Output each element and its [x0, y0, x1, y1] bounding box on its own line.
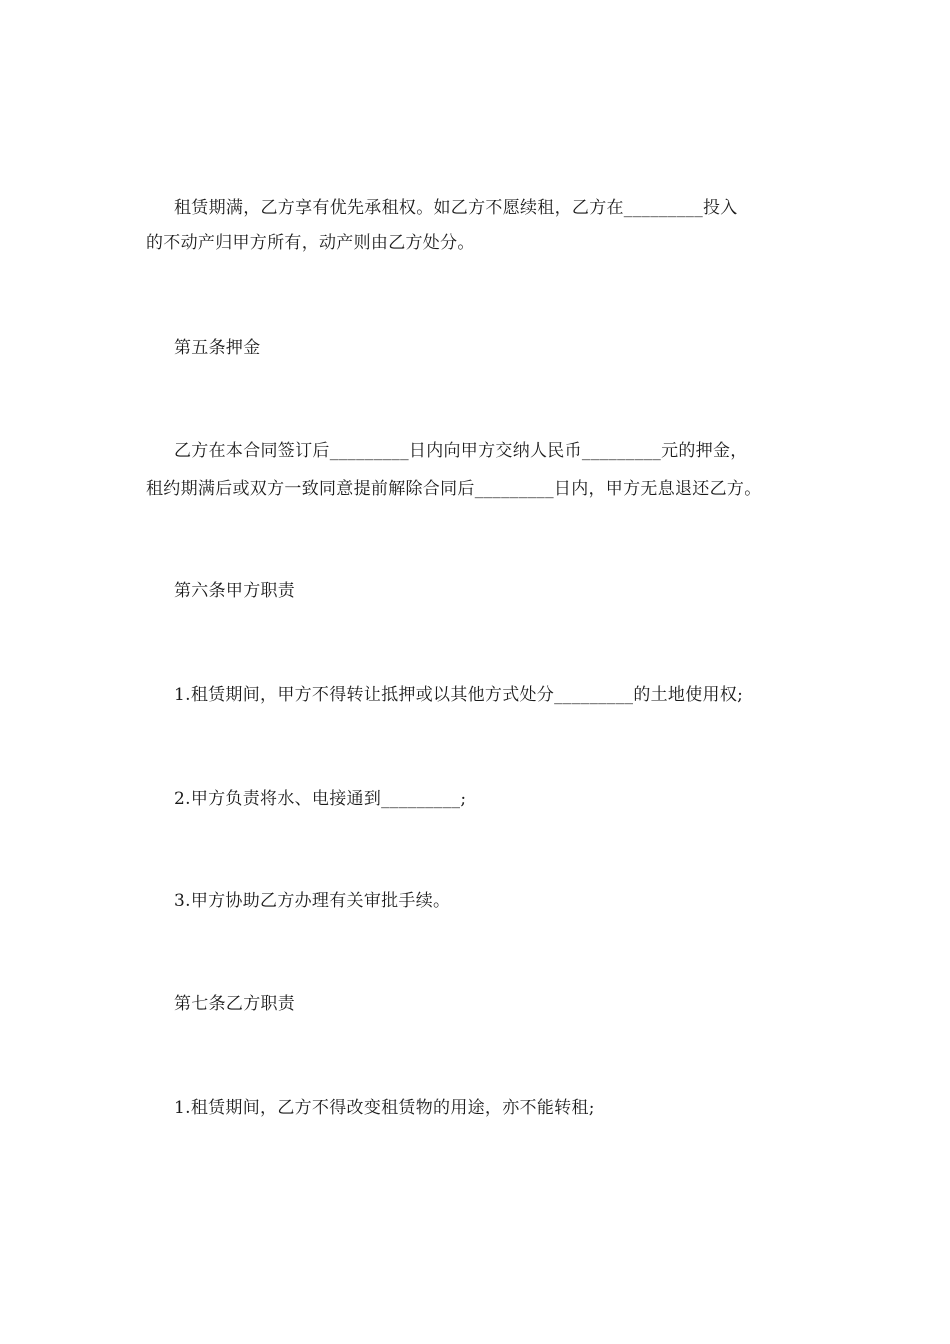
article-7-heading: 第七条乙方职责 — [174, 994, 296, 1014]
article-7-item-1: 1.租赁期间，乙方不得改变租赁物的用途，亦不能转租; — [174, 1098, 595, 1118]
deposit-paragraph-line-2: 租约期满后或双方一致同意提前解除合同后_________日内，甲方无息退还乙方。 — [146, 479, 762, 499]
article-6-item-3: 3.甲方协助乙方办理有关审批手续。 — [174, 891, 451, 911]
article-5-heading: 第五条押金 — [174, 338, 261, 358]
article-6-item-2: 2.甲方负责将水、电接通到_________; — [174, 789, 467, 809]
renewal-paragraph-line-2: 的不动产归甲方所有，动产则由乙方处分。 — [146, 233, 475, 253]
article-6-heading: 第六条甲方职责 — [174, 581, 296, 601]
deposit-paragraph-line-1: 乙方在本合同签订后_________日内向甲方交纳人民币_________元的押金， — [174, 441, 748, 461]
article-6-item-1: 1.租赁期间，甲方不得转让抵押或以其他方式处分_________的土地使用权; — [174, 685, 744, 705]
renewal-paragraph-line-1: 租赁期满，乙方享有优先承租权。如乙方不愿续租，乙方在_________投入 — [174, 198, 738, 218]
